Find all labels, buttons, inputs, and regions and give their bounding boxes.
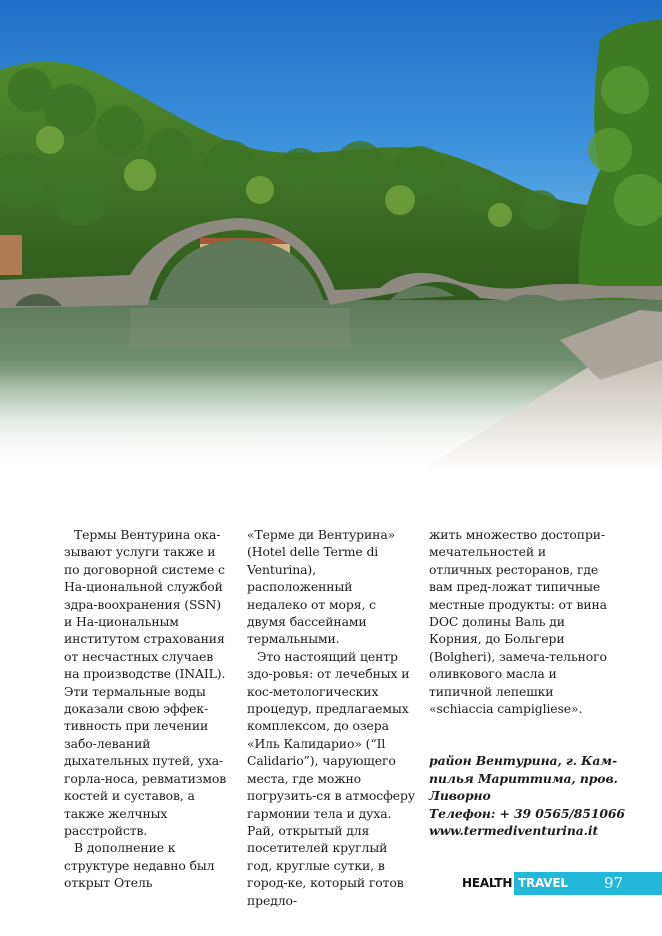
column-2-paragraph-1: «Терме ди Вентурина» (Hotel delle Terme di Venturina), расположенный недалеко от моря, с двумя бассейнами термальными.	[247, 527, 396, 647]
contact-address-line-2: пилья Мариттима, пров.	[429, 770, 618, 786]
contact-address-line-3: Ливорно	[429, 788, 491, 804]
text-column-3	[429, 526, 625, 840]
column-1-paragraph-1: Термы Вентурина ока-зывают услуги также и по договорной системе с На-циональной службой здра-воохранения (SSN) и На-циональным институтом страхования от несчастных случаев на производстве (INAIL). Эти термальные воды доказали свою эффек-тивность при лечении забо-леваний дыхательных путей, уха-горла-носа, ревматизмов костей и суставов, а также желчных расстройств.	[64, 527, 227, 838]
contact-address-line-1: район Вентурина, г. Кам-	[429, 753, 618, 769]
page-number: 97	[604, 874, 624, 892]
column-3-paragraph-1: жить множество достопри-мечательностей и отличных ресторанов, где вам пред-ложат типичные местные продукты: от вина DOC долины Валь ди Корния, до Больгери (Bolgheri), замеча-тельного оливкового масла и типичной лепешки «schiaccia campigliese».	[429, 527, 607, 717]
column-2-paragraph-2: Это настоящий центр здо-ровья: от лечебных и кос-метологических процедур, предлагаемых комплексом, до озера «Иль Калидарио» (“Il Calidario”), чарующего места, где можно погрузить-ся в атмосферу гармонии тела и духа. Рай, открытый для посетителей круглый год, круглые сутки, в город-ке, который готов предло-	[247, 648, 415, 908]
text-column-2	[247, 526, 415, 909]
contact-phone: Телефон: + 39 0565/851066	[429, 805, 625, 821]
contact-website[interactable]: www.termediventurina.it	[429, 823, 599, 839]
column-1-paragraph-2: В дополнение к структуре недавно был открыт Отель	[64, 840, 215, 891]
contact-block	[429, 752, 625, 839]
footer-section-health: HEALTH	[462, 876, 513, 890]
footer-section-travel: TRAVEL	[518, 876, 568, 890]
text-column-1	[64, 526, 232, 892]
